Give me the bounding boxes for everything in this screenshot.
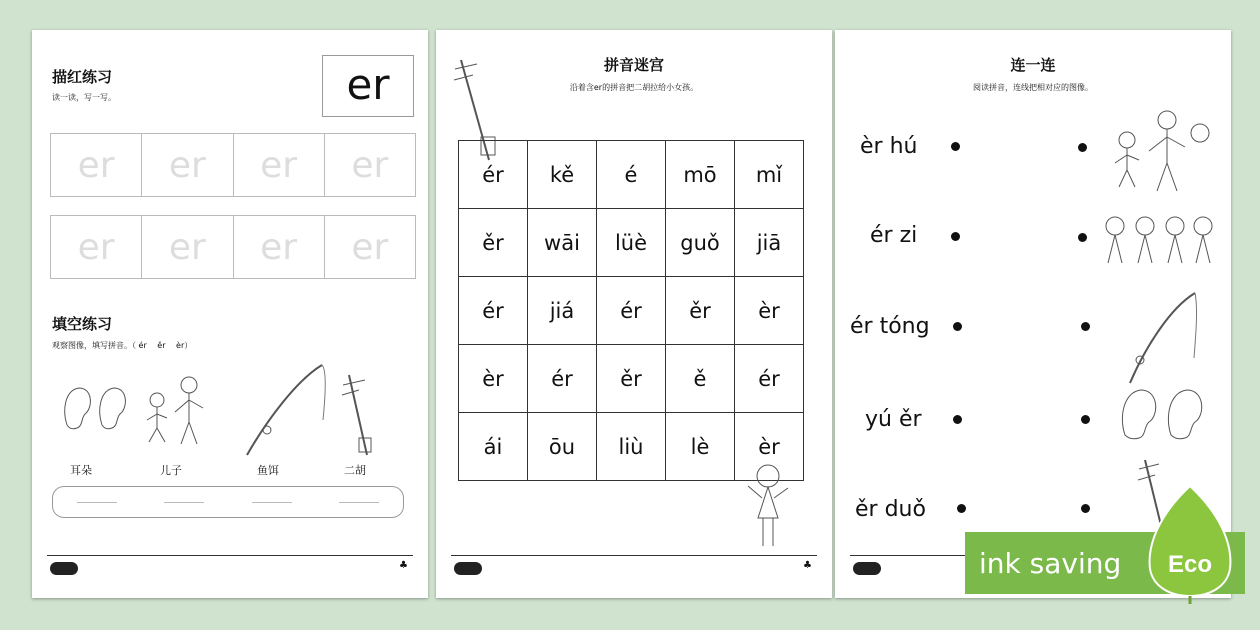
father-son-icon: [1105, 105, 1215, 195]
maze-subtitle: 沿着含er的拼音把二胡拉给小女孩。: [569, 83, 699, 92]
maze-cell[interactable]: é: [597, 141, 666, 209]
maze-cell[interactable]: kě: [528, 141, 597, 209]
twinkl-logo-icon: [853, 562, 881, 575]
maze-cell[interactable]: ér: [735, 345, 804, 413]
maze-cell[interactable]: jiá: [528, 277, 597, 345]
maze-cell[interactable]: liù: [597, 413, 666, 481]
maze-cell[interactable]: ér: [459, 141, 528, 209]
trace-cell: er: [234, 134, 325, 196]
trace-cell: er: [142, 134, 233, 196]
ink-saving-label: ink saving: [979, 546, 1122, 580]
left-dot[interactable]: [953, 415, 962, 424]
trace-row-1: [50, 133, 416, 197]
match-word: ér tóng: [850, 314, 930, 339]
right-dot[interactable]: [1081, 415, 1090, 424]
footer-mark-icon: ♣: [399, 560, 408, 571]
father-son-icon: [137, 370, 217, 450]
eco-leaf-icon: [1145, 484, 1235, 604]
fill-blank-title: 填空练习: [52, 315, 113, 333]
maze-cell[interactable]: èr: [459, 345, 528, 413]
answer-line[interactable]: [164, 502, 204, 503]
children-icon: [1100, 208, 1220, 268]
twinkl-logo-icon: [50, 562, 78, 575]
ears-icon: [1113, 380, 1213, 450]
trace-cell: er: [351, 144, 389, 186]
trace-cell: er: [51, 134, 142, 196]
maze-cell[interactable]: ér: [597, 277, 666, 345]
fishing-rod-icon: [237, 360, 327, 460]
matching-subtitle: 阅读拼音，连线把相对应的图像。: [973, 83, 1093, 92]
maze-cell[interactable]: wāi: [528, 209, 597, 277]
match-word: ěr duǒ: [855, 497, 926, 522]
maze-cell[interactable]: mǐ: [735, 141, 804, 209]
answer-line[interactable]: [252, 502, 292, 503]
footer-divider: [451, 555, 817, 556]
word-label: 二胡: [344, 464, 366, 477]
fishing-rod-icon: [1120, 288, 1200, 388]
twinkl-logo-icon: [454, 562, 482, 575]
footer-mark-icon: ♣: [803, 560, 812, 571]
trace-row-2: [50, 215, 416, 279]
maze-cell[interactable]: mō: [666, 141, 735, 209]
answer-box: [52, 486, 404, 518]
match-word: ér zi: [870, 223, 918, 248]
left-dot[interactable]: [957, 504, 966, 513]
maze-cell[interactable]: ái: [459, 413, 528, 481]
big-letter-box: er: [322, 55, 414, 117]
word-label: 耳朵: [70, 464, 92, 477]
word-label: 鱼饵: [257, 464, 279, 477]
match-word: yú ěr: [865, 407, 922, 432]
maze-cell[interactable]: ōu: [528, 413, 597, 481]
erhu-icon: [337, 370, 377, 460]
right-dot[interactable]: [1081, 504, 1090, 513]
maze-cell[interactable]: guǒ: [666, 209, 735, 277]
trace-cell: er: [51, 216, 142, 278]
maze-cell[interactable]: ěr: [666, 277, 735, 345]
right-dot[interactable]: [1078, 233, 1087, 242]
maze-cell[interactable]: èr: [735, 277, 804, 345]
maze-cell[interactable]: ěr: [597, 345, 666, 413]
maze-cell[interactable]: lè: [666, 413, 735, 481]
ears-icon: [57, 380, 137, 440]
left-dot[interactable]: [953, 322, 962, 331]
maze-title: 拼音迷宫: [603, 56, 664, 74]
trace-cell: er: [142, 216, 233, 278]
worksheet-page-maze: [436, 30, 832, 598]
right-dot[interactable]: [1081, 322, 1090, 331]
maze-cell[interactable]: ě: [666, 345, 735, 413]
word-label: 儿子: [160, 464, 182, 477]
maze-cell[interactable]: ér: [459, 277, 528, 345]
answer-line[interactable]: [339, 502, 379, 503]
maze-cell[interactable]: lüè: [597, 209, 666, 277]
trace-cell: er: [351, 226, 389, 268]
answer-line[interactable]: [77, 502, 117, 503]
left-dot[interactable]: [951, 142, 960, 151]
match-word: èr hú: [860, 134, 918, 159]
eco-label: Eco: [1167, 551, 1213, 578]
footer-divider: [47, 555, 413, 556]
fill-blank-subtitle: 观察图像，填写拼音。（ ér ěr èr）: [52, 341, 193, 350]
maze-cell[interactable]: ěr: [459, 209, 528, 277]
maze-cell[interactable]: èr: [735, 413, 804, 481]
pinyin-maze-grid: [458, 140, 804, 481]
tracing-subtitle: 读一读，写一写。: [52, 93, 116, 102]
left-dot[interactable]: [951, 232, 960, 241]
worksheet-page-tracing: [32, 30, 428, 598]
right-dot[interactable]: [1078, 143, 1087, 152]
trace-cell: er: [234, 216, 325, 278]
girl-icon: [738, 458, 798, 553]
matching-title: 连一连: [1010, 56, 1056, 74]
maze-cell[interactable]: jiā: [735, 209, 804, 277]
maze-cell[interactable]: ér: [528, 345, 597, 413]
tracing-title: 描红练习: [52, 68, 113, 86]
